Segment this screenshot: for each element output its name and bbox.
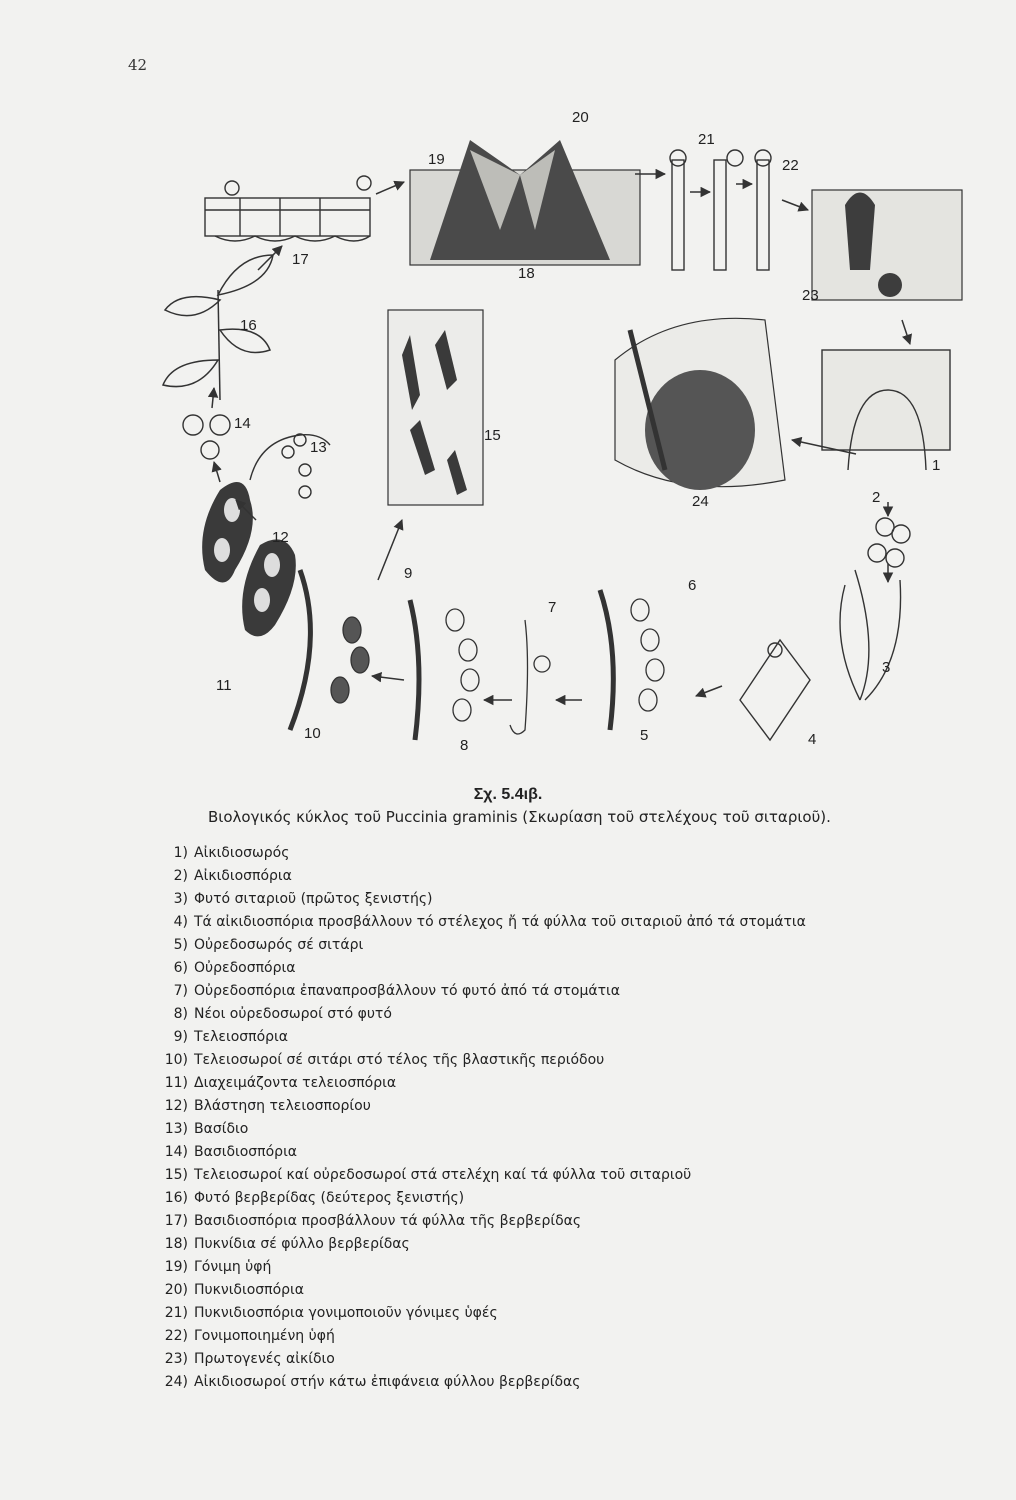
diagram-label: 20 [572, 109, 589, 126]
legend-item-number: 4) [173, 914, 188, 930]
legend-item-text: Αἰκιδιοσωρός [194, 845, 290, 861]
legend-item-text: Τελειοσωροί σέ σιτάρι στό τέλος τῆς βλαστικῆς περιόδου [194, 1052, 605, 1068]
diagram-label: 11 [216, 677, 232, 694]
legend-item [160, 1233, 806, 1256]
diagram-label: 7 [548, 599, 557, 616]
legend-item [160, 1348, 806, 1371]
uredinia-illustration [290, 570, 664, 740]
legend-item-number: 17) [164, 1213, 188, 1229]
legend-item-number: 18) [164, 1236, 188, 1252]
legend-item [160, 934, 806, 957]
legend-item [160, 1072, 806, 1095]
legend-item-text: Οὐρεδοσωρός σέ σιτάρι [194, 937, 364, 953]
legend-item-text: Διαχειμάζοντα τελειοσπόρια [194, 1075, 397, 1091]
primary-aecium-illustration [812, 190, 962, 300]
page-number: 42 [128, 56, 148, 74]
legend-item-number: 16) [164, 1190, 188, 1206]
diagram-label: 21 [698, 131, 715, 148]
legend-item [160, 1279, 806, 1302]
basidium-illustration [183, 415, 330, 498]
legend-item-number: 23) [164, 1351, 188, 1367]
legend-item-number: 14) [164, 1144, 188, 1160]
diagram-label: 1 [932, 457, 941, 474]
legend-item-text: Βασιδιοσπόρια [194, 1144, 298, 1160]
legend-item [160, 1026, 806, 1049]
barberry-leaf-section-illustration [205, 176, 371, 241]
infected-stem-illustration [388, 310, 483, 505]
legend-item [160, 1049, 806, 1072]
legend-item-text: Τά αἰκιδιοσπόρια προσβάλλουν τό στέλεχος ἤ τά φύλλα τοῦ σιταριοῦ ἀπό τά στομάτια [194, 914, 806, 930]
diagram-label: 3 [882, 659, 891, 676]
legend-item-number: 12) [164, 1098, 188, 1114]
legend-item [160, 1256, 806, 1279]
diagram-label: 4 [808, 731, 817, 748]
legend-item [160, 1187, 806, 1210]
legend-item [160, 1302, 806, 1325]
legend-item [160, 888, 806, 911]
legend-item [160, 980, 806, 1003]
legend-item [160, 957, 806, 980]
legend-item-text: Αἰκιδιοσωροί στήν κάτω ἐπιφάνεια φύλλου βερβερίδας [194, 1374, 581, 1390]
wheat-plant-illustration [740, 570, 901, 740]
diagram-label: 16 [240, 317, 257, 334]
legend-item-number: 13) [164, 1121, 188, 1137]
legend-item-text: Βασίδιο [194, 1121, 249, 1137]
legend-item [160, 842, 806, 865]
diagram-label: 13 [310, 439, 327, 456]
legend-item-text: Αἰκιδιοσπόρια [194, 868, 292, 884]
diagram-label: 24 [692, 493, 709, 510]
legend-item-text: Τελειοσπόρια [194, 1029, 288, 1045]
teliospores-illustration [202, 482, 296, 636]
legend-item [160, 1164, 806, 1187]
diagram-label: 15 [484, 427, 501, 444]
legend-item-number: 22) [164, 1328, 188, 1344]
legend-item-number: 6) [173, 960, 188, 976]
diagram-label: 8 [460, 737, 469, 754]
legend-item [160, 1118, 806, 1141]
aecia-illustration [615, 318, 785, 490]
legend-item [160, 1003, 806, 1026]
diagram-label: 10 [304, 725, 321, 742]
legend-item-text: Φυτό βερβερίδας (δεύτερος ξενιστής) [194, 1190, 465, 1206]
diagram-label: 19 [428, 151, 445, 168]
diagram-label: 22 [782, 157, 799, 174]
diagram-label: 23 [802, 287, 819, 304]
legend-item-text: Νέοι οὐρεδοσωροί στό φυτό [194, 1006, 392, 1022]
legend-item-text: Βασιδιοσπόρια προσβάλλουν τά φύλλα τῆς βερβερίδας [194, 1213, 582, 1229]
legend-item [160, 1210, 806, 1233]
diagram-label: 9 [404, 565, 413, 582]
diagram-label: 12 [272, 529, 289, 546]
legend-item-text: Φυτό σιταριοῦ (πρῶτος ξενιστής) [194, 891, 433, 907]
legend-item-text: Πυκνίδια σέ φύλλο βερβερίδας [194, 1236, 410, 1252]
legend-item-number: 8) [173, 1006, 188, 1022]
legend-item-number: 9) [173, 1029, 188, 1045]
legend-item-number: 19) [164, 1259, 188, 1275]
legend-item-text: Βλάστηση τελειοσπορίου [194, 1098, 371, 1114]
hyphae-illustration [670, 150, 771, 270]
diagram-label: 6 [688, 577, 697, 594]
legend-item [160, 1325, 806, 1348]
diagram-label: 17 [292, 251, 309, 268]
legend-item-number: 10) [164, 1052, 188, 1068]
diagram-label: 5 [640, 727, 649, 744]
legend-item-number: 24) [164, 1374, 188, 1390]
legend-item-number: 21) [164, 1305, 188, 1321]
legend-item-number: 3) [173, 891, 188, 907]
diagram-label: 2 [872, 489, 881, 506]
diagram-label: 14 [234, 415, 251, 432]
legend-item-text: Πρωτογενές αἰκίδιο [194, 1351, 335, 1367]
legend-item-text: Τελειοσωροί καί οὐρεδοσωροί στά στελέχη καί τά φύλλα τοῦ σιταριοῦ [194, 1167, 692, 1183]
legend-item-number: 11) [164, 1075, 188, 1091]
legend-item [160, 1371, 806, 1394]
legend-item-number: 7) [173, 983, 188, 999]
figure-number: Σχ. 5.4ιβ. [473, 786, 543, 803]
legend-item-text: Γόνιμη ὑφή [194, 1259, 272, 1275]
legend-item-number: 1) [173, 845, 188, 861]
legend-item [160, 911, 806, 934]
legend-item-number: 2) [173, 868, 188, 884]
legend-item-text: Πυκνιδιοσπόρια [194, 1282, 305, 1298]
legend-item-number: 15) [164, 1167, 188, 1183]
legend-item [160, 1141, 806, 1164]
figure-caption: Βιολογικός κύκλος τοῦ Puccinia graminis (Σκωρίαση τοῦ στελέχους τοῦ σιταριοῦ). [208, 808, 831, 826]
legend-item-text: Οὐρεδοσπόρια [194, 960, 296, 976]
legend-item-text: Πυκνιδιοσπόρια γονιμοποιοῦν γόνιμες ὑφές [194, 1305, 498, 1321]
figure-legend [160, 842, 806, 1394]
legend-item [160, 865, 806, 888]
legend-item-text: Γονιμοποιημένη ὑφή [194, 1328, 335, 1344]
aecium-cup-illustration [822, 350, 950, 567]
diagram-label: 18 [518, 265, 535, 282]
legend-item [160, 1095, 806, 1118]
legend-item-number: 20) [164, 1282, 188, 1298]
legend-item-number: 5) [173, 937, 188, 953]
legend-item-text: Οὐρεδοσπόρια ἐπαναπροσβάλλουν τό φυτό ἀπό τά στομάτια [194, 983, 620, 999]
